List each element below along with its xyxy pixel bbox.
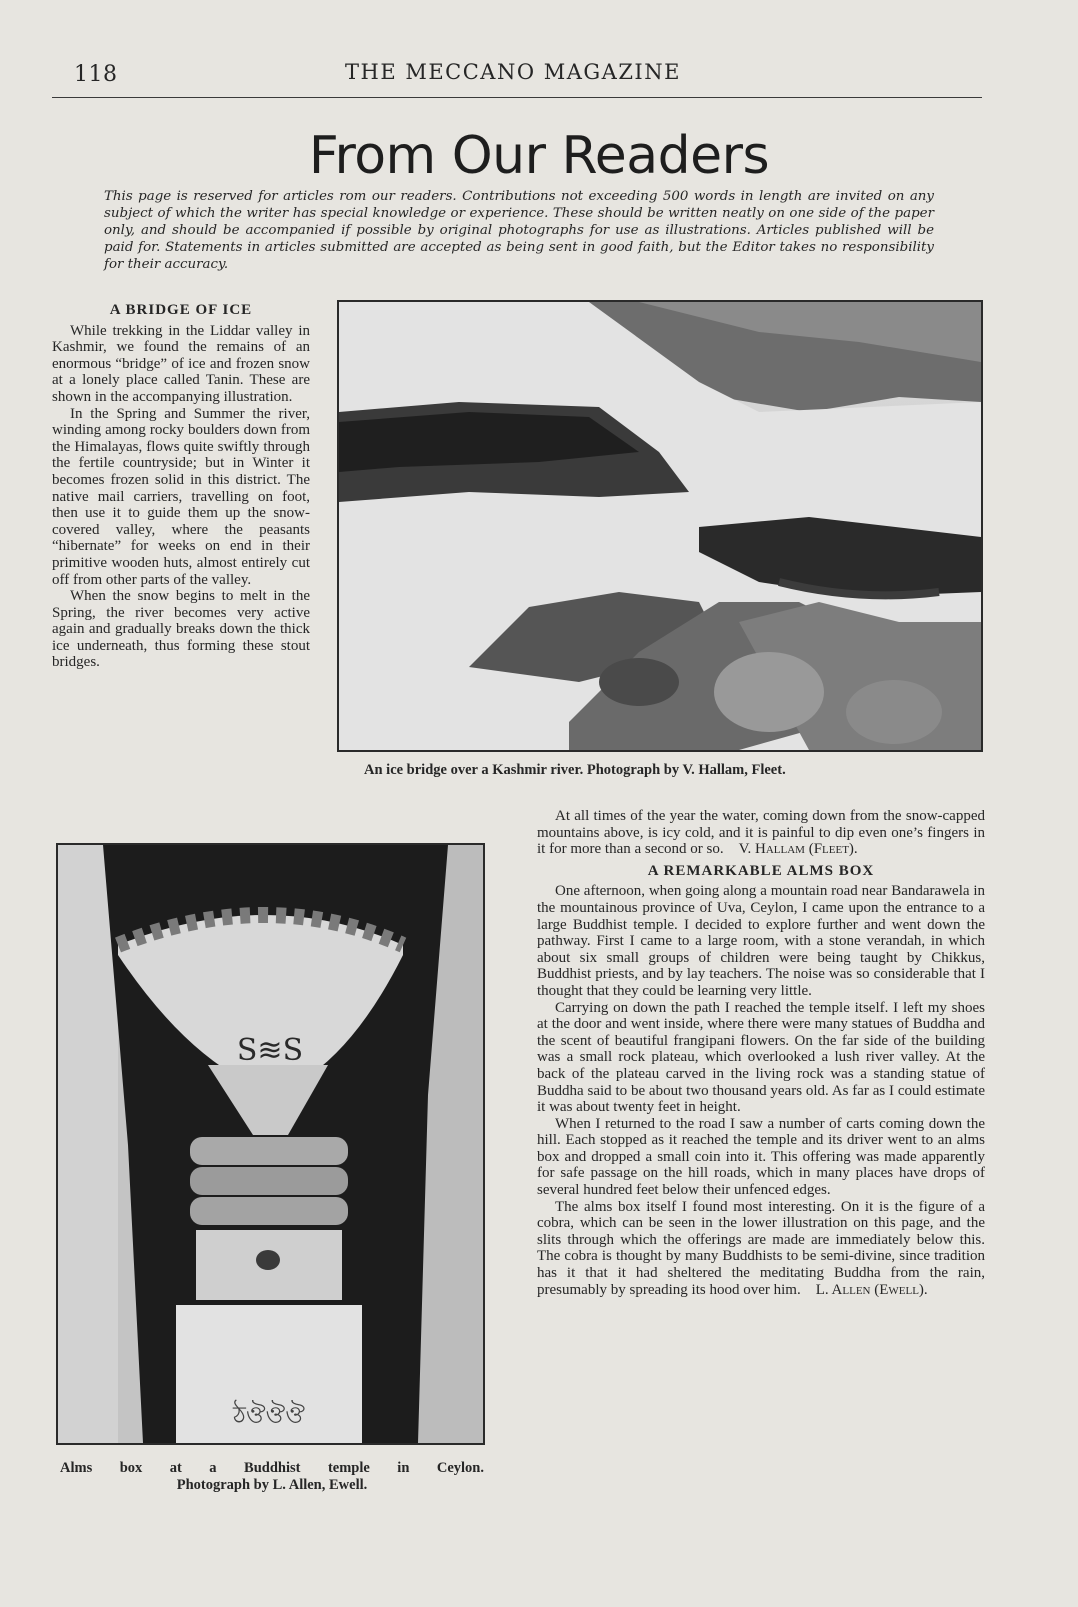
paragraph-text: At all times of the year the water, coming down from the snow-capped mountains above, is icy cold, and it is painful to dip even one’s fingers in it for more than a second or so. bbox=[537, 808, 985, 858]
paragraph: While trekking in the Liddar valley in Kashmir, we found the remains of an enormous “bridge” of ice and frozen snow at a lonely place called Tanin. These are shown in the accompanying illustration. bbox=[52, 322, 310, 405]
paragraph: When I returned to the road I saw a number of carts coming down the hill. Each stopped as it reached the temple and its driver went to an alms box and dropped a small coin into it. This offering was made apparently for safe passage on the hill roads, which in many places have drops of several hundred feet below their unfenced edges. bbox=[537, 1115, 985, 1199]
page-number: 118 bbox=[74, 62, 118, 87]
article-heading: A REMARKABLE ALMS BOX bbox=[647, 862, 875, 879]
paragraph-text: The alms box itself I found most interesting. On it is the figure of a cobra, which can be seen in the lower illustration on this page, and the slits through which the offerings are made are immediately below this. The cobra is thought by many Buddhists to be semi-divine, since tradition has it that it had sheltered the meditating Buddha from the rain, presumably by spreading its hood over him. bbox=[537, 1198, 985, 1298]
ice-bridge-photo bbox=[337, 300, 983, 752]
intro-notice: This page is reserved for articles rom our readers. Contributions not exceeding 500 words in length are invited on any subject of which the writer has special knowledge or experience. These should be written neatly on one side of the paper only, and should be accompanied if possible by original photographs for use as illustrations. Articles published will be paid for. Statements in articles submitted are accepted as being sent in good faith, but the Editor takes no responsibility for their accuracy. bbox=[104, 189, 934, 272]
right-column bbox=[537, 808, 985, 1298]
svg-text:ঠঔঔঔ: ঠঔঔঔ bbox=[233, 1401, 305, 1429]
alms-box-photo bbox=[56, 843, 485, 1445]
paragraph bbox=[537, 808, 985, 858]
ice-bridge-caption: An ice bridge over a Kashmir river. Photograph by V. Hallam, Fleet. bbox=[364, 762, 786, 778]
caption-line: Alms box at a Buddhist temple in Ceylon. bbox=[60, 1460, 484, 1476]
paragraph: When the snow begins to melt in the Spring, the river becomes very active again and gradually breaks down the thick ice underneath, thus forming these stout bridges. bbox=[52, 588, 310, 671]
header-rule bbox=[52, 97, 982, 98]
paragraph: Carrying on down the path I reached the temple itself. I left my shoes at the door and went inside, where there were many statues of Buddha and the scent of beautiful frangipani flowers. On the far side of the building was a small rock plateau, which overlooked a lush river valley. At the back of the plateau carved in the living rock was a standing statue of Buddha said to be about two thousand years old. As far as I could estimate it was about twenty feet in height. bbox=[537, 999, 985, 1116]
caption-line: Photograph by L. Allen, Ewell. bbox=[176, 1477, 368, 1493]
alms-box-caption bbox=[60, 1460, 484, 1494]
page-title: From Our Readers bbox=[308, 126, 770, 186]
paragraph bbox=[537, 1199, 985, 1299]
signature: L. Allen (Ewell). bbox=[815, 1281, 928, 1298]
running-head: THE MECCANO MAGAZINE bbox=[345, 60, 681, 84]
paragraph: In the Spring and Summer the river, winding among rocky boulders down from the Himalayas, flows quite swiftly through the fertile countryside; but in Winter it becomes frozen solid in this district. The native mail carriers, travelling on foot, then use it to guide them up the snow-covered valley, where the peasants “hibernate” for weeks on end in their primitive wooden huts, almost entirely cut off from other parts of the valley. bbox=[52, 405, 310, 588]
paragraph: One afternoon, when going along a mountain road near Bandarawela in the mountainous province of Uva, Ceylon, I came upon the entrance to a large Buddhist temple. I decided to explore further and went down the pathway. First I came to a large room, with a stone verandah, in which about six small groups of children were being taught by Chikkus, Buddhist priests, and by lay teachers. The noise was so considerable that I thought that they could be learning very little. bbox=[537, 883, 985, 999]
article-heading: A BRIDGE OF ICE bbox=[109, 302, 253, 318]
article-ice-bridge bbox=[52, 302, 310, 671]
signature: V. Hallam (Fleet). bbox=[738, 841, 858, 858]
svg-text:S≋S: S≋S bbox=[236, 1033, 304, 1068]
